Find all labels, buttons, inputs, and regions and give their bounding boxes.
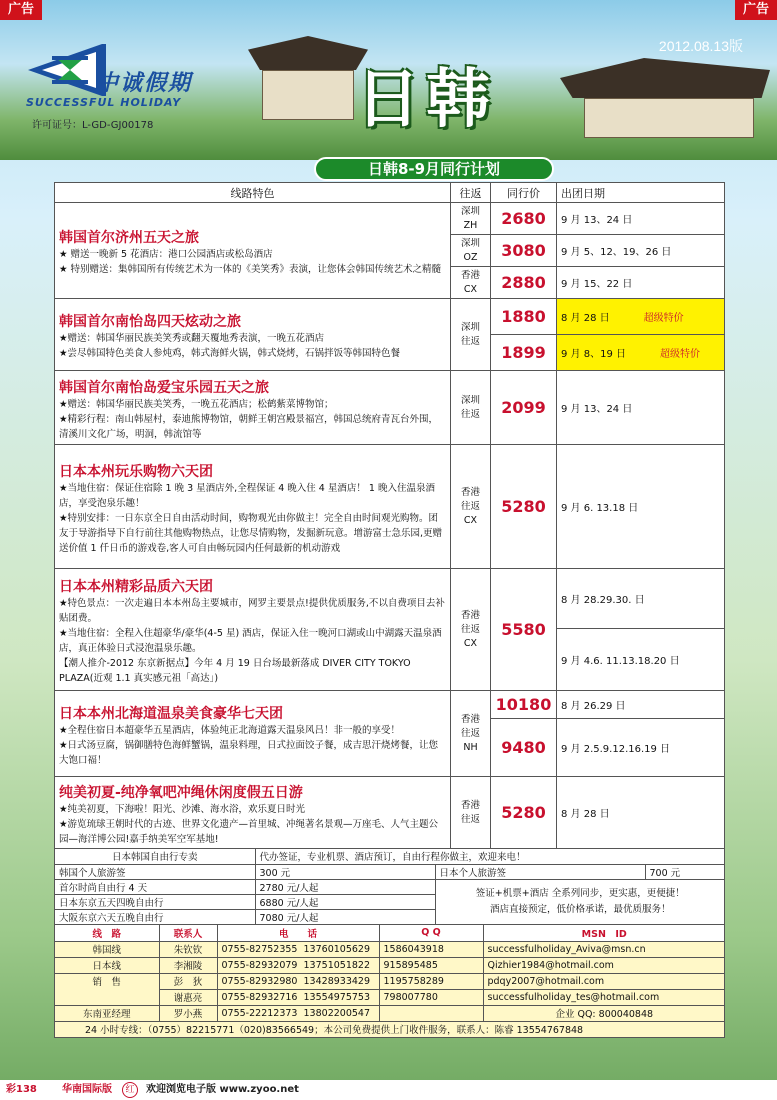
contacts-head-phone: 电 话 (217, 925, 379, 941)
visa-jp-label: 日本个人旅游签 (435, 864, 645, 879)
tour-desc: ★赠送：韩国华丽民族美笑秀或翻天覆地秀表演，一晚五花酒店 (59, 333, 325, 344)
dep-cell (451, 777, 491, 849)
contact-person: 朱钦钦 (159, 941, 217, 957)
dep-cell (451, 569, 491, 691)
ad-tag-left: 广告 (0, 0, 42, 20)
dep-city: 香港 (460, 269, 480, 281)
contact-row (55, 973, 725, 989)
logo-english-name: SUCCESSFUL HOLIDAY (26, 96, 182, 109)
free-travel-price: 7080 元/人起 (255, 909, 435, 924)
hanok-wall-left (262, 70, 354, 120)
table-row (55, 691, 725, 719)
free-travel-head (55, 849, 725, 925)
edition-name: 华南国际版 (62, 1084, 112, 1095)
contact-row (55, 989, 725, 1005)
license-number: 许可证号：L-GD-GJ00178 (32, 120, 154, 131)
tour-cell (55, 445, 451, 569)
tour-desc: ★当地住宿：全程入住超豪华/豪华(4-5 星) 酒店，保证入住一晚河口湖或山中湖露天温泉酒店，真正体验日式浸泡温泉乐趣。 (59, 628, 442, 654)
tour-desc: ★游览琉球王朝时代的古迹、世界文化遗产—首里城、冲绳著名景观—万座毛、人气主题公园—海洋博公园!嘉手纳美军空军基地! (59, 818, 439, 845)
hanok-roof-left (248, 36, 368, 70)
tour-desc: ★日式汤豆腐，锅御膳特色海鲜蟹锅，温泉料理，日式拉面饺子餐，成吉思汗烧烤餐，让您大饱口福！ (59, 739, 439, 766)
contact-mobile: 13554975753 (303, 991, 371, 1003)
free-travel-price: 6880 元/人起 (255, 894, 435, 909)
hotline: 24 小时专线：（0755）82215771（020)83566549；本公司免费提供上门收件服务，联系人：陈睿 13554767848 (85, 1025, 584, 1037)
date: 9 月 13、24 日 (557, 371, 725, 445)
tour-desc: ★全程住宿日本超豪华五星酒店，体验纯正北海道露天温泉风吕！非一般的享受！ (59, 724, 401, 736)
contact-mobile: 13802200547 (303, 1007, 371, 1019)
dep-airline: OZ (463, 251, 478, 263)
contact-route: 日本线 (55, 957, 159, 973)
ad-tag-right: 广告 (735, 0, 777, 20)
free-travel-title: 日本韩国自由行专卖 (55, 849, 255, 864)
dep-city: 香港 (460, 609, 480, 621)
visa-kr-label: 韩国个人旅游签 (55, 864, 255, 879)
tour-cell (55, 691, 451, 777)
contact-row (55, 957, 725, 973)
dep-type: 往返 (460, 408, 480, 420)
dep-city: 深圳 (460, 237, 480, 249)
logo-chinese-name: 中诚假期 (96, 71, 193, 96)
contact-phone (217, 989, 379, 1005)
contact-qq (379, 1005, 483, 1021)
dep-airline: CX (463, 283, 478, 295)
price: 9480 (491, 719, 557, 777)
price: 5580 (491, 569, 557, 691)
tour-cell (55, 371, 451, 445)
tour-name: 纯美初夏-纯净氧吧冲绳休闲度假五日游 (59, 784, 303, 801)
tour-cell (55, 203, 451, 299)
tour-desc: ★精彩行程：南山韩屋村，泰迪熊博物馆，朝鲜王朝宫殿景福宫，韩国总统府青瓦台外围，清溪川文化广场，明洞，韩流馆等 (59, 413, 439, 440)
contact-qq: 1195758289 (379, 973, 483, 989)
dep-city: 香港 (460, 486, 480, 498)
tour-name: 日本本州玩乐购物六天团 (59, 463, 213, 480)
dep-city: 香港 (460, 713, 480, 725)
plan-title: 日韩8-9月同行计划 (314, 157, 554, 181)
free-travel-item: 大阪东京六天五晚自由行 (55, 909, 255, 924)
contact-phone (217, 941, 379, 957)
contact-person: 谢惠亮 (159, 989, 217, 1005)
contact-landline: 0755-82932980 (221, 975, 298, 987)
promo-line: 签证+机票+酒店 全系列同步，更实惠，更便捷！ (475, 887, 685, 899)
dep-airline: ZH (463, 219, 478, 231)
price: 2680 (491, 203, 557, 235)
header-banner (0, 0, 777, 160)
free-travel-cell (55, 849, 725, 925)
special-price-tag: 超级特价 (660, 349, 700, 360)
tour-desc: ★当地住宿：保证住宿除 1 晚 3 星酒店外,全程保证 4 晚入住 4 星酒店！ 1 晚入住温泉酒店，享受泡泉乐趣！ (59, 482, 435, 509)
dep-city: 深圳 (460, 394, 480, 406)
date: 9 月 13、24 日 (557, 203, 725, 235)
promo-cell (435, 879, 725, 924)
tour-cell (55, 777, 451, 849)
contact-msn[interactable]: Qizhier1984@hotmail.com (483, 957, 725, 973)
tour-desc: ★ 赠送一晚新 5 花酒店：港口公园酒店或松岛酒店 (59, 249, 273, 260)
contacts-head-qq: Q Q (379, 925, 483, 941)
date: 9 月 5、12、19、26 日 (557, 235, 725, 267)
header-route: 线路特色 (55, 183, 451, 203)
table-row (55, 371, 725, 445)
price: 1899 (491, 335, 557, 371)
price: 2880 (491, 267, 557, 299)
dep-city: 香港 (460, 799, 480, 811)
price: 1880 (491, 299, 557, 335)
dep-type: 往返 (460, 500, 480, 512)
contact-mobile: 13428933429 (303, 975, 371, 987)
contacts-cell (55, 925, 725, 1038)
tour-desc: ★尝尽韩国特色美食人参炖鸡，韩式海鲜火锅，韩式烧烤，石锅拌饭等韩国特色餐 (59, 348, 401, 359)
dep-cell (451, 299, 491, 371)
contact-route (55, 989, 159, 1005)
enterprise-qq: 企业 QQ: 800040848 (483, 1005, 725, 1021)
contact-person: 彭 狄 (159, 973, 217, 989)
contact-qq: 1586043918 (379, 941, 483, 957)
contact-msn[interactable]: successfulholiday_tes@hotmail.com (483, 989, 725, 1005)
dep-cell (451, 691, 491, 777)
price: 3080 (491, 235, 557, 267)
header-price: 同行价 (491, 183, 557, 203)
visa-jp-price: 700 元 (645, 864, 725, 879)
contact-landline: 0755-82752355 (221, 943, 298, 955)
date: 8 月 28 日 (557, 777, 725, 849)
dep-airline: NH (463, 741, 478, 753)
contact-row (55, 1005, 725, 1021)
contact-phone (217, 1005, 379, 1021)
tour-desc: ★特色景点：一次走遍日本本州岛主要城市，网罗主要景点!提供优质服务,不以自费项目去补贴团费。 (59, 598, 445, 624)
dep-city: 深圳 (460, 205, 480, 217)
contact-route: 东南亚经理 (55, 1005, 159, 1021)
dep-type: 往返 (460, 335, 480, 347)
tour-cell (55, 569, 451, 691)
contact-landline: 0755-82932079 (221, 959, 298, 971)
contacts-table (55, 925, 725, 1037)
tour-name: 韩国首尔南怡岛四天炫动之旅 (59, 314, 241, 330)
contacts-head-person: 联系人 (159, 925, 217, 941)
dep-cell (451, 371, 491, 445)
table-row (55, 445, 725, 569)
dep-airline: CX (463, 637, 478, 649)
visa-kr-price: 300 元 (255, 864, 435, 879)
date-special (557, 299, 725, 335)
contact-msn[interactable]: successfulholiday_Aviva@msn.cn (483, 941, 725, 957)
contact-qq: 798007780 (379, 989, 483, 1005)
free-travel-item: 首尔时尚自由行 4 天 (55, 879, 255, 894)
contacts-section (55, 925, 725, 1038)
big-title: 日韩 (356, 62, 496, 137)
dep-city: 深圳 (460, 321, 480, 333)
contact-person: 李湘陵 (159, 957, 217, 973)
date: 8 月 26.29 日 (557, 691, 725, 719)
date: 9 月 4.6. 11.13.18.20 日 (557, 629, 725, 691)
contacts-head-msn: MSN ID (483, 925, 725, 941)
contact-row (55, 941, 725, 957)
contact-landline: 0755-22212373 (221, 1007, 298, 1019)
table-row (55, 777, 725, 849)
contact-qq: 915895485 (379, 957, 483, 973)
dep-airline: CX (463, 514, 478, 526)
footer (0, 1080, 777, 1100)
tour-cell (55, 299, 451, 371)
table-row (55, 569, 725, 629)
special-price-tag: 超级特价 (643, 313, 684, 324)
contacts-head-route: 线 路 (55, 925, 159, 941)
table-row (55, 203, 725, 235)
free-travel-price: 2780 元/人起 (255, 879, 435, 894)
tour-name: 日本本州北海道温泉美食豪华七天团 (59, 705, 283, 722)
hotline-row (55, 1021, 725, 1037)
tour-name: 韩国首尔南怡岛爱宝乐园五天之旅 (59, 379, 269, 396)
tour-name: 日本本州精彩品质六天团 (59, 579, 213, 595)
tour-desc: ★纯美初夏，下海啦！阳光、沙滩、海水浴，欢乐夏日时光 (59, 803, 306, 815)
date: 9 月 8、19 日 (561, 349, 626, 360)
contact-mobile: 13760105629 (303, 943, 371, 955)
dep-cell (451, 445, 491, 569)
header-date: 出团日期 (557, 183, 725, 203)
date: 9 月 15、22 日 (557, 267, 725, 299)
free-travel-note: 代办签证，专业机票、酒店预订，自由行程你做主，欢迎来电！ (255, 849, 725, 864)
date: 9 月 2.5.9.12.16.19 日 (557, 719, 725, 777)
dep-cell (451, 267, 491, 299)
price: 2099 (491, 371, 557, 445)
tour-name: 韩国首尔济州五天之旅 (59, 230, 199, 246)
contact-route: 销 售 (55, 973, 159, 989)
dep-cell (451, 235, 491, 267)
date: 8 月 28 日 (561, 313, 610, 324)
page-number: 彩138 (6, 1084, 37, 1095)
dep-type: 往返 (460, 727, 480, 739)
edition-date: 2012.08.13版 (658, 38, 743, 54)
dep-cell (451, 203, 491, 235)
tour-desc: ★赠送：韩国华丽民族美笑秀，一晚五花酒店；松鹤紫菜博物馆； (59, 398, 334, 410)
table-header (55, 183, 725, 203)
contact-person: 罗小燕 (159, 1005, 217, 1021)
dep-type: 往返 (460, 623, 480, 635)
free-travel-table (55, 849, 725, 924)
tour-table (54, 182, 725, 1038)
contact-mobile: 13751051822 (303, 959, 371, 971)
tour-desc: 【潮人推介-2012 东京新据点】今年 4 月 19 日台场最新落成 DIVER CITY TOKYO PLAZA(近观 1.1 真实感元祖「高达」) (59, 658, 411, 684)
price: 10180 (491, 691, 557, 719)
tour-desc: ★ 特别赠送：集韩国所有传统艺术为一体的《美笑秀》表演，让您体会韩国传统艺术之精髓 (59, 264, 442, 275)
contacts-header (55, 925, 725, 941)
price: 5280 (491, 777, 557, 849)
free-travel-item: 日本东京五天四晚自由行 (55, 894, 255, 909)
header-dep: 往返 (451, 183, 491, 203)
promo-line: 酒店直接预定，低价格承诺，最优质服务！ (490, 903, 671, 915)
website-link[interactable]: 欢迎浏览电子版 www.zyoo.net (146, 1084, 299, 1095)
date-special (557, 335, 725, 371)
dep-type: 往返 (460, 813, 480, 825)
date: 9 月 6. 13.18 日 (557, 445, 725, 569)
hanok-wall-right (584, 98, 754, 138)
red-badge-icon: 红 (122, 1082, 138, 1098)
contact-phone (217, 957, 379, 973)
contact-phone (217, 973, 379, 989)
date: 8 月 28.29.30. 日 (557, 569, 725, 629)
table-row (55, 299, 725, 335)
hanok-roof-right (560, 58, 770, 98)
contact-msn[interactable]: pdqy2007@hotmail.com (483, 973, 725, 989)
contact-landline: 0755-82932716 (221, 991, 298, 1003)
contact-route: 韩国线 (55, 941, 159, 957)
price: 5280 (491, 445, 557, 569)
tour-desc: ★特别安排：一日东京全日自由活动时间，购物观光由你做主！完全自由时间观光购物。团友于导游指导下自行前往其他购物热点，让您尽情购物，发掘新玩意。增游富士急乐园,更赠送价值 1 仟日币的游戏卷,客人可自由畅玩园内任何最新的机动游戏 (59, 512, 443, 554)
